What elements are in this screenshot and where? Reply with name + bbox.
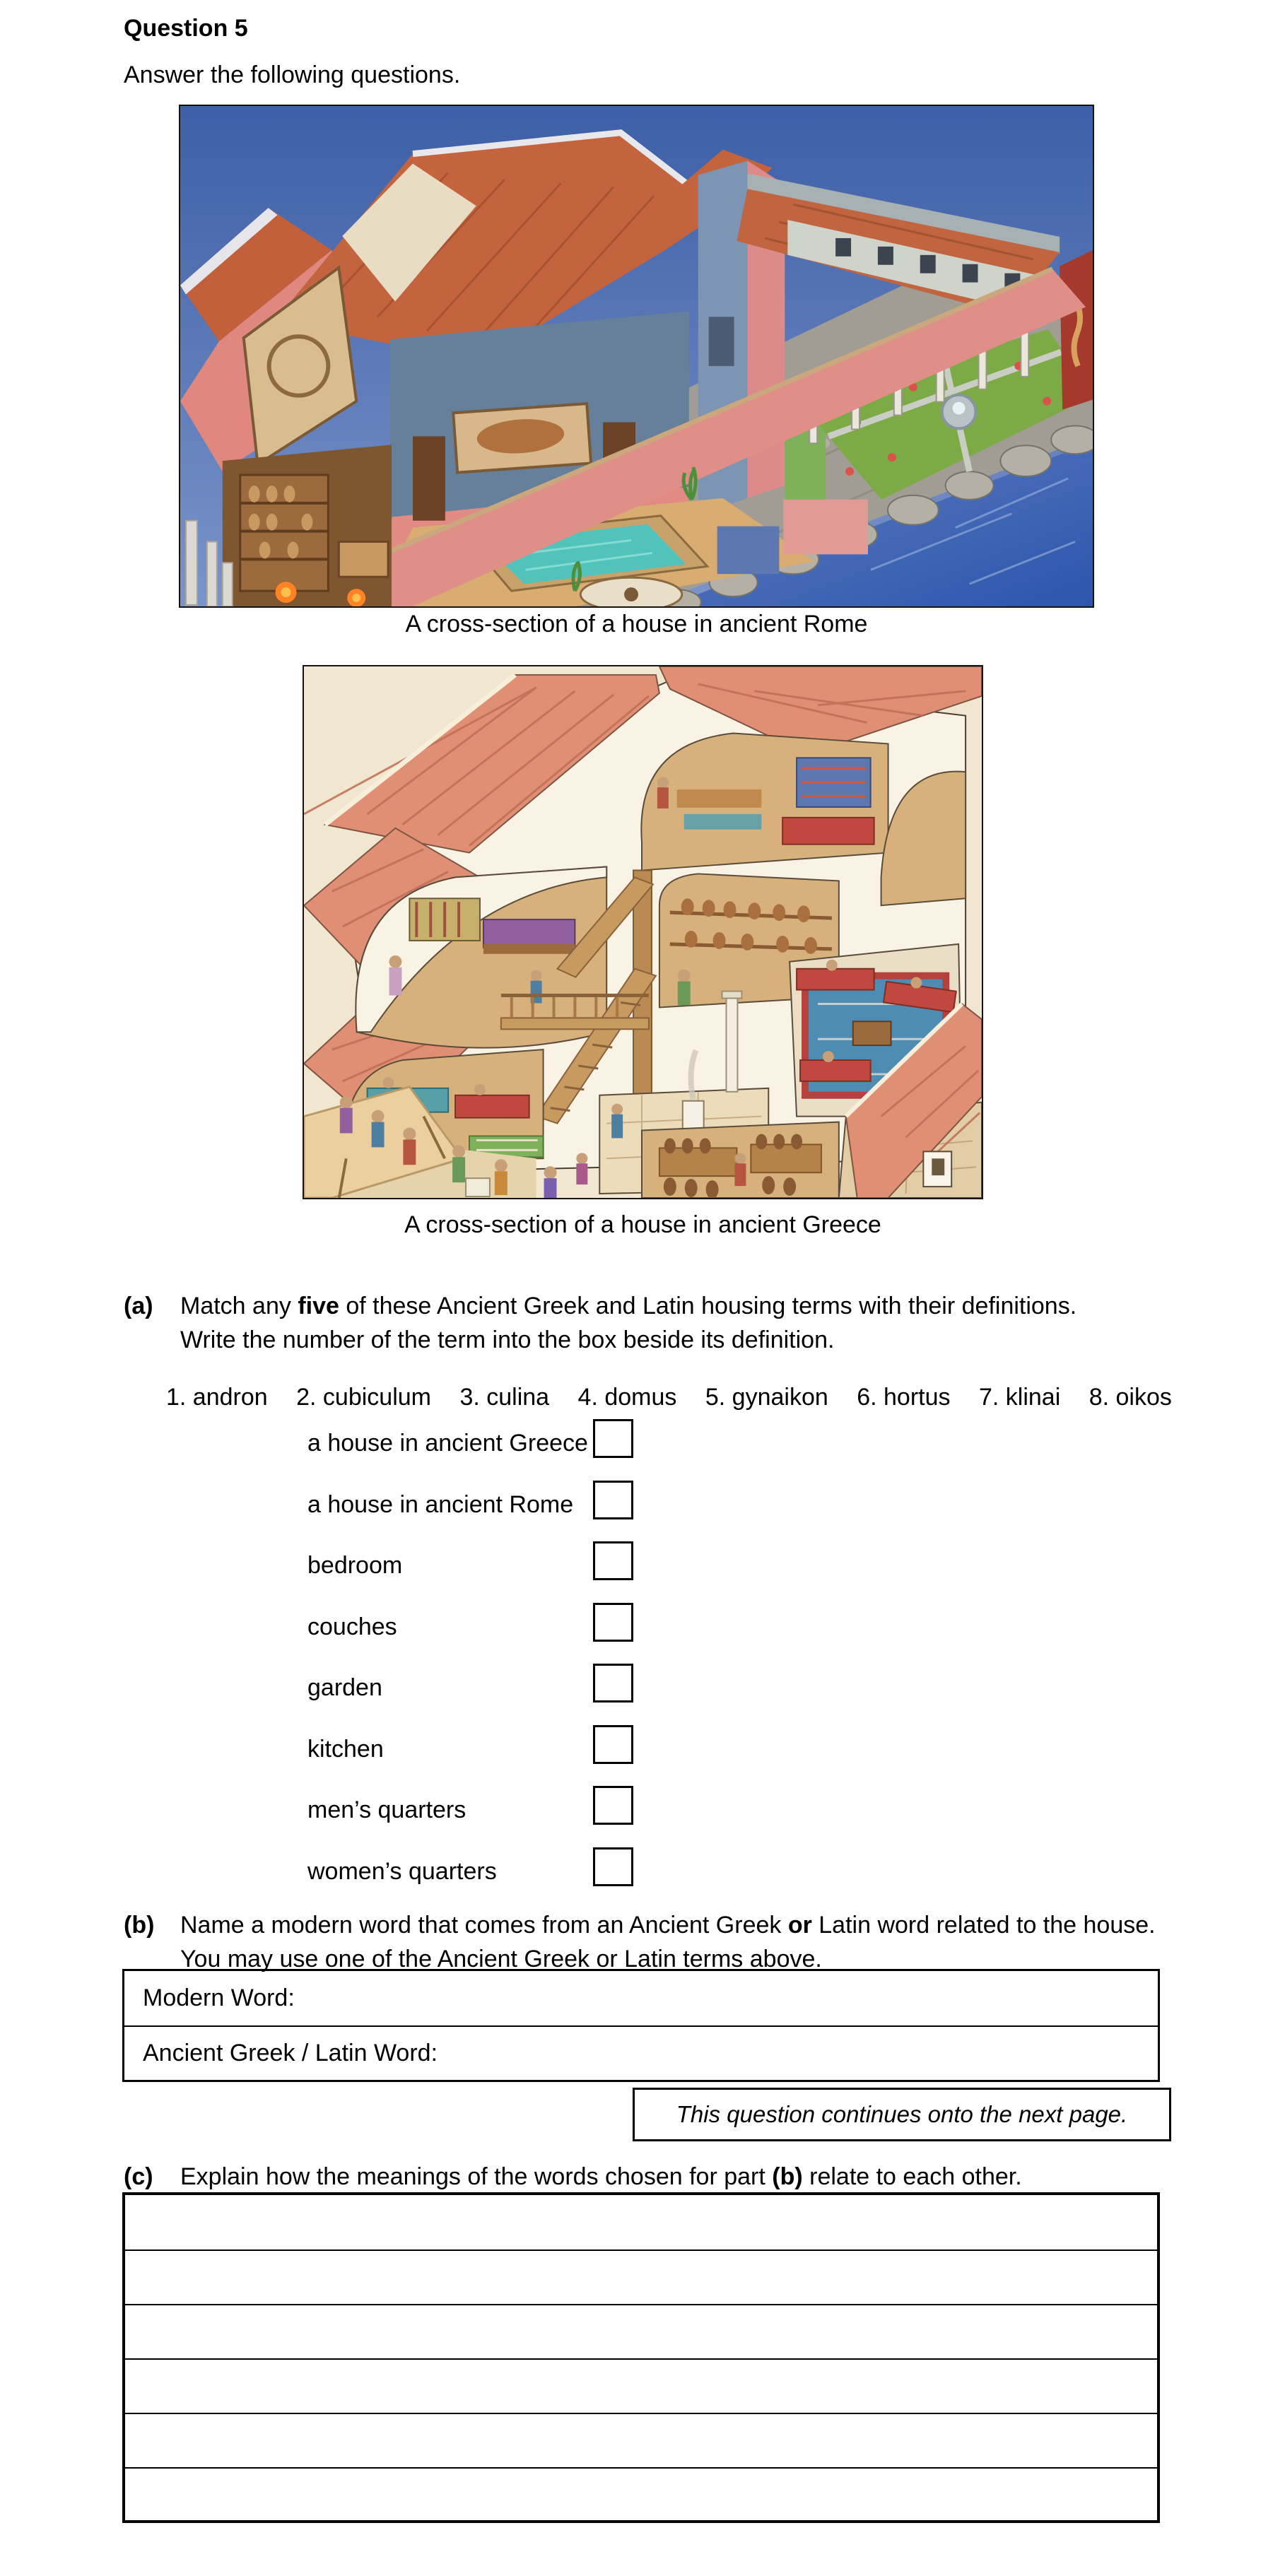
part-c-instruction: [180, 2160, 1022, 2194]
continuation-note-text: This question continues onto the next page.: [676, 2101, 1128, 2127]
term-hortus: 6. hortus: [857, 1384, 951, 1411]
part-a-line1-post: of these Ancient Greek and Latin housing terms with their definitions.: [339, 1293, 1077, 1319]
definition-garden: garden: [307, 1674, 382, 1701]
modern-word-field[interactable]: [124, 1971, 1158, 2025]
answer-box-couches[interactable]: [593, 1603, 633, 1642]
part-c-line-bold: (b): [772, 2163, 803, 2190]
intro-text: Answer the following questions.: [124, 61, 461, 88]
ancient-word-field[interactable]: [124, 2025, 1158, 2080]
answer-line-3[interactable]: [125, 2304, 1157, 2358]
term-domus: 4. domus: [577, 1384, 677, 1411]
term-andron: 1. andron: [166, 1384, 268, 1411]
answer-line-1[interactable]: [125, 2195, 1157, 2249]
answer-line-4[interactable]: [125, 2358, 1157, 2413]
term-klinai: 7. klinai: [978, 1384, 1061, 1411]
part-a-instruction-line2: Write the number of the term into the box beside its definition.: [180, 1327, 835, 1353]
definition-house-rome: a house in ancient Rome: [307, 1491, 574, 1518]
definition-kitchen: kitchen: [307, 1736, 384, 1763]
answer-line-6[interactable]: [125, 2467, 1157, 2522]
part-a-instruction-line1: [180, 1289, 1076, 1323]
definition-couches: couches: [307, 1613, 397, 1640]
answer-box-garden[interactable]: [593, 1664, 633, 1702]
rome-house-figure: [179, 105, 1094, 608]
answer-line-2[interactable]: [125, 2249, 1157, 2304]
answer-box-house-rome[interactable]: [593, 1481, 633, 1519]
greece-house-illustration: [304, 666, 982, 1198]
term-list: [166, 1384, 1172, 1411]
answer-box-house-greece[interactable]: [593, 1419, 633, 1458]
definition-house-greece: a house in ancient Greece: [307, 1430, 588, 1457]
greece-house-figure: [303, 665, 983, 1199]
part-c-line-post: relate to each other.: [802, 2163, 1022, 2190]
part-b-line1-post: Latin word related to the house.: [811, 1912, 1156, 1939]
definition-mens-quarters: men’s quarters: [307, 1796, 467, 1823]
term-gynaikon: 5. gynaikon: [705, 1384, 828, 1411]
part-b-answer-table: [122, 1969, 1160, 2082]
part-c-answer-box: [122, 2192, 1160, 2523]
part-a-line1-bold: five: [298, 1293, 339, 1319]
part-b-instruction-line1: [180, 1908, 1156, 1942]
definition-womens-quarters: women’s quarters: [307, 1858, 497, 1885]
question-title: Question 5: [124, 15, 248, 42]
continuation-note-box: [633, 2088, 1171, 2141]
part-a-label: (a): [124, 1293, 153, 1319]
answer-line-5[interactable]: [125, 2413, 1157, 2467]
part-b-line1-pre: Name a modern word that comes from an Ancient Greek: [180, 1912, 788, 1939]
part-b-instruction-line2: You may use one of the Ancient Greek or Latin terms above.: [180, 1946, 822, 1972]
rome-figure-caption: A cross-section of a house in ancient Rome: [405, 611, 868, 637]
greece-figure-caption: A cross-section of a house in ancient Greece: [404, 1211, 881, 1238]
part-a-line1-pre: Match any: [180, 1293, 298, 1319]
ancient-word-label: Ancient Greek / Latin Word:: [143, 2040, 438, 2066]
answer-box-kitchen[interactable]: [593, 1725, 633, 1764]
definition-bedroom: bedroom: [307, 1552, 403, 1579]
term-culina: 3. culina: [459, 1384, 550, 1411]
answer-box-womens-quarters[interactable]: [593, 1847, 633, 1886]
part-c-label: (c): [124, 2163, 153, 2190]
term-cubiculum: 2. cubiculum: [296, 1384, 431, 1411]
term-oikos: 8. oikos: [1089, 1384, 1172, 1411]
rome-house-illustration: [180, 106, 1093, 606]
part-c-line-pre: Explain how the meanings of the words chosen for part: [180, 2163, 773, 2190]
modern-word-label: Modern Word:: [143, 1984, 295, 2011]
answer-box-bedroom[interactable]: [593, 1541, 633, 1580]
part-b-line1-bold: or: [787, 1912, 812, 1939]
answer-box-mens-quarters[interactable]: [593, 1786, 633, 1825]
part-b-label: (b): [124, 1912, 155, 1939]
